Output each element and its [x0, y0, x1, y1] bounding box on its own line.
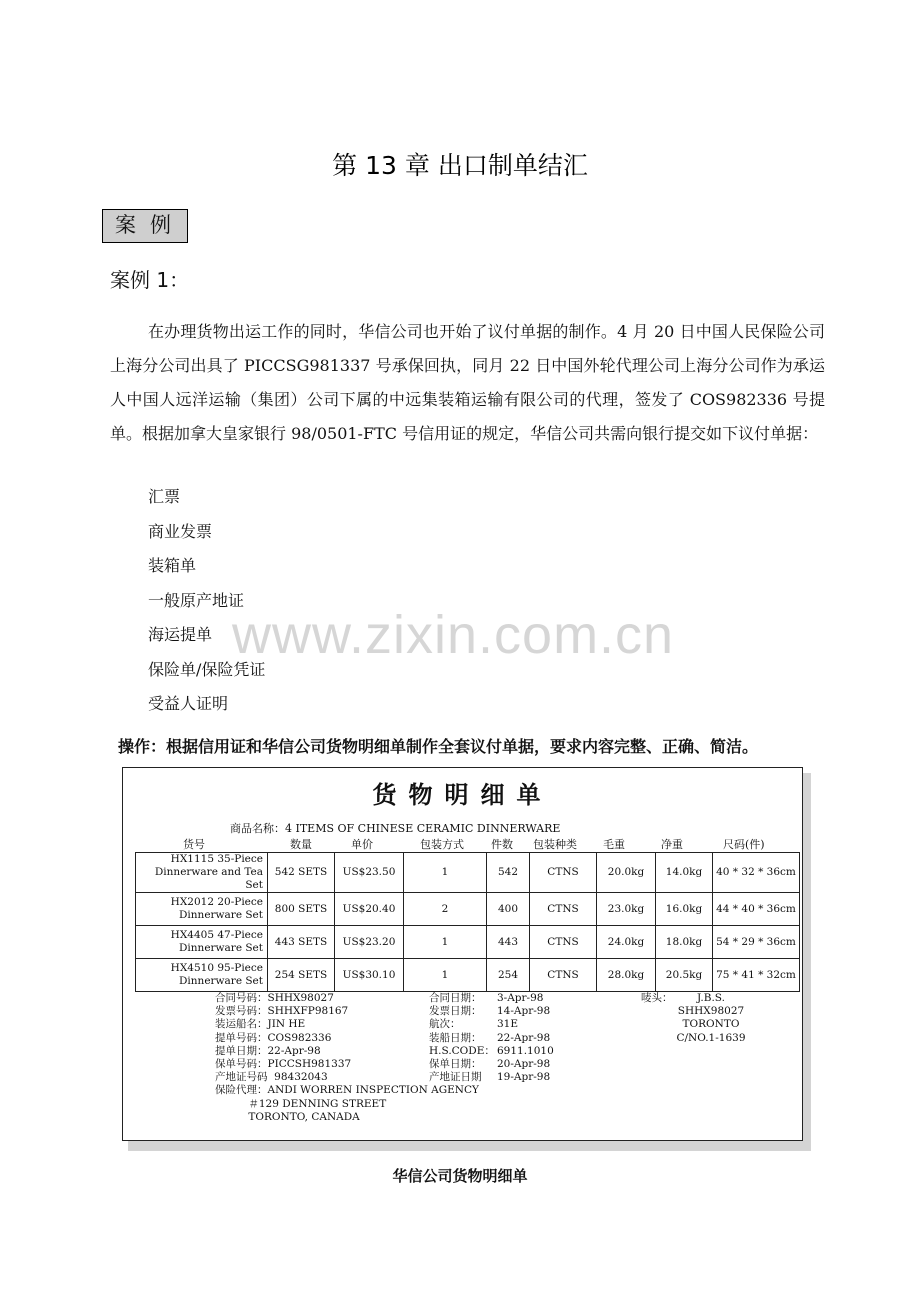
column-header: 尺码(件): [723, 838, 765, 851]
qty-cell: 800 SETS: [268, 893, 335, 926]
kind-cell: CTNS: [530, 959, 597, 992]
qty-cell: 542 SETS: [268, 853, 335, 893]
case-title: 案例 1：: [110, 268, 190, 292]
form-caption: 华信公司货物明细单: [392, 1167, 528, 1185]
net-cell: 18.0kg: [656, 926, 713, 959]
gross-cell: 20.0kg: [597, 853, 656, 893]
column-header: 件数: [491, 838, 513, 851]
table-row: [136, 926, 800, 959]
qty-cell: 443 SETS: [268, 926, 335, 959]
table-row: [136, 853, 800, 893]
kind-cell: CTNS: [530, 926, 597, 959]
list-item: 海运提单: [148, 625, 213, 644]
gross-cell: 24.0kg: [597, 926, 656, 959]
goods-name: 商品名称：4 ITEMS OF CHINESE CERAMIC DINNERWARE: [230, 822, 561, 835]
pack-cell: 1: [404, 926, 487, 959]
list-item: 商业发票: [148, 521, 213, 541]
list-item: 一般原产地证: [148, 590, 245, 610]
info-left-block: 合同号码：SHHX98027 发票号码：SHHXFP98167 装运船名：JIN HE 提单号码：COS982336 提单日期：22-Apr-98 保单号码：PICCSH981337 产地证号码 98432043 保险代理：ANDI WORREN INSPECTION AGENCY ＃129 DENNING STREET TORONTO, CANADA: [215, 992, 479, 1123]
column-header: 数量: [290, 838, 312, 851]
column-header: 单价: [351, 838, 373, 851]
size-cell: 40 * 32 * 36cm: [713, 853, 800, 893]
table-row: [136, 893, 800, 926]
list-item: 汇票: [148, 487, 181, 506]
case-paragraph: 在办理货物出运工作的同时，华信公司也开始了议付单据的制作。4 月 20 日中国人民保险公司上海分公司出具了 PICCSG981337 号承保回执，同月 22 日中国外轮代理公司上海分公司作为承运人中国人远洋运输（集团）公司下属的中远集装箱运输有限公司的代理，签发了 COS982336 号提单。根据加拿大皇家银行 98/0501-FTC 号信用证的规定，华信公司共需向银行提交如下议付单据：: [110, 322, 825, 443]
list-item: 保险单/保险凭证: [148, 659, 266, 679]
column-header: 毛重: [603, 838, 625, 851]
pieces-cell: 400: [487, 893, 530, 926]
shipping-mark: J.B.S. SHHX98027 TORONTO C/NO.1-1639: [676, 992, 746, 1044]
pieces-cell: 443: [487, 926, 530, 959]
instruction-text: 操作：根据信用证和华信公司货物明细单制作全套议付单据，要求内容完整、正确、简洁。: [118, 737, 759, 756]
pack-cell: 2: [404, 893, 487, 926]
pack-cell: 1: [404, 853, 487, 893]
chapter-title: 第 13 章 出口制单结汇: [332, 151, 588, 180]
info-mid-values: 3-Apr-98 14-Apr-98 31E 22-Apr-98 6911.1010 20-Apr-98 19-Apr-98: [497, 992, 554, 1084]
list-item: 受益人证明: [148, 694, 229, 713]
pack-cell: 1: [404, 959, 487, 992]
kind-cell: CTNS: [530, 853, 597, 893]
gross-cell: 23.0kg: [597, 893, 656, 926]
document-list: [148, 480, 265, 722]
form-title: 货物明细单: [372, 780, 553, 809]
kind-cell: CTNS: [530, 893, 597, 926]
price-cell: US$20.40: [335, 893, 404, 926]
net-cell: 16.0kg: [656, 893, 713, 926]
column-header: 包装种类: [533, 838, 577, 851]
size-cell: 54 * 29 * 36cm: [713, 926, 800, 959]
goods-table: [135, 852, 800, 992]
price-cell: US$23.50: [335, 853, 404, 893]
net-cell: 14.0kg: [656, 853, 713, 893]
item-cell: HX4510 95-Piece Dinnerware Set: [136, 959, 268, 992]
column-header: 包装方式: [420, 838, 464, 851]
mark-label: 唛头：: [641, 992, 673, 1004]
net-cell: 20.5kg: [656, 959, 713, 992]
pieces-cell: 254: [487, 959, 530, 992]
pieces-cell: 542: [487, 853, 530, 893]
price-cell: US$23.20: [335, 926, 404, 959]
size-cell: 44 * 40 * 36cm: [713, 893, 800, 926]
item-cell: HX4405 47-Piece Dinnerware Set: [136, 926, 268, 959]
section-label: 案例: [102, 209, 188, 243]
gross-cell: 28.0kg: [597, 959, 656, 992]
price-cell: US$30.10: [335, 959, 404, 992]
watermark: www.zixin.com.cn: [232, 605, 675, 665]
info-mid-labels: 合同日期： 发票日期： 航次： 装船日期： H.S.CODE： 保单日期： 产地证日期: [429, 992, 495, 1084]
column-header: 净重: [661, 838, 683, 851]
item-cell: HX1115 35-Piece Dinnerware and Tea Set: [136, 853, 268, 893]
size-cell: 75 * 41 * 32cm: [713, 959, 800, 992]
list-item: 装箱单: [148, 556, 197, 575]
item-cell: HX2012 20-Piece Dinnerware Set: [136, 893, 268, 926]
goods-detail-form: [122, 767, 803, 1141]
table-row: [136, 959, 800, 992]
qty-cell: 254 SETS: [268, 959, 335, 992]
column-header: 货号: [183, 838, 205, 851]
